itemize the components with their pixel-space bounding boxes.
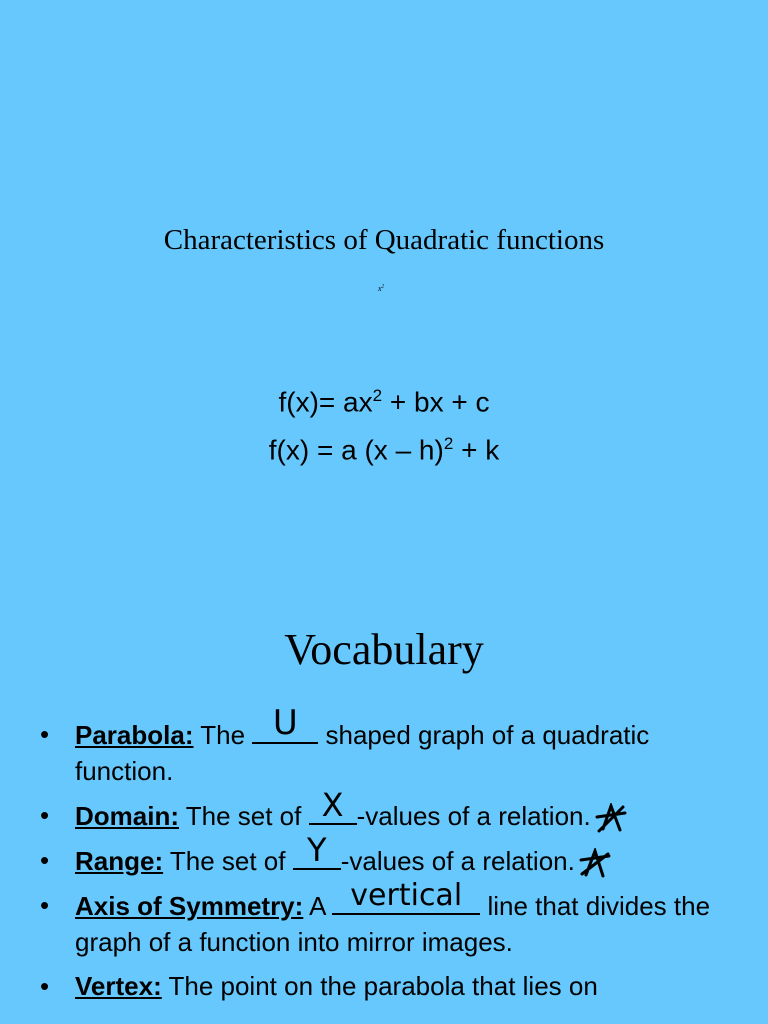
handwritten-star-icon [577, 848, 613, 878]
definition-after: -values of a relation. [340, 846, 575, 876]
formula-standard-pre: f(x)= ax [278, 386, 373, 418]
bullet: • [40, 719, 50, 749]
tiny-x-squared-note [378, 284, 384, 293]
definition-before: A [303, 891, 333, 921]
formula-vertex-exp: 2 [443, 434, 454, 453]
vocabulary-heading: Vocabulary [284, 625, 484, 674]
tiny-note-base: x [378, 284, 382, 293]
bullet: • [40, 800, 50, 830]
handwritten-answer: Y [306, 831, 327, 869]
term-parabola: Parabola: [75, 720, 194, 750]
vocab-item-vertex [40, 968, 752, 1004]
definition-before: The [193, 720, 253, 750]
definition-after: -values of a relation. [356, 801, 591, 831]
formula-vertex-post: + k [453, 434, 500, 466]
vertex-form-formula [0, 434, 768, 466]
vocab-item-range [40, 831, 752, 879]
definition-after: shaped graph of a quadratic function. [75, 720, 650, 786]
bullet: • [40, 971, 50, 1001]
term-vertex: Vertex: [75, 971, 162, 1001]
formula-standard-post: + bx + c [382, 386, 490, 418]
vocab-item-parabola [40, 703, 752, 789]
formula-standard-exp: 2 [372, 386, 383, 405]
bullet: • [40, 890, 50, 920]
vocab-item-domain [40, 786, 752, 834]
formula-vertex-pre: f(x) = a (x – h) [268, 434, 444, 466]
term-axis-of-symmetry: Axis of Symmetry: [75, 891, 304, 921]
slide-title: Characteristics of Quadratic functions [163, 224, 605, 256]
standard-form-formula [0, 386, 768, 418]
fill-in-blank [309, 786, 357, 825]
fill-in-blank [293, 831, 341, 870]
definition-after: line that divides the graph of a function into mirror images. [75, 891, 711, 957]
term-domain: Domain: [75, 801, 179, 831]
term-range: Range: [75, 846, 164, 876]
handwritten-answer: X [321, 786, 344, 824]
definition-before: The set of [179, 801, 309, 831]
vocab-item-axis-of-symmetry [40, 878, 752, 960]
handwritten-answer: vertical [350, 878, 463, 913]
fill-in-blank [332, 878, 480, 915]
vocabulary-list [40, 703, 752, 1012]
tiny-note-exponent: 2 [381, 284, 385, 290]
handwritten-answer: U [272, 703, 298, 743]
bullet: • [40, 845, 50, 875]
definition-before: The set of [163, 846, 293, 876]
fill-in-blank [252, 703, 318, 744]
definition-before: The point on the parabola that lies on [161, 971, 598, 1001]
handwritten-star-icon [593, 803, 629, 833]
